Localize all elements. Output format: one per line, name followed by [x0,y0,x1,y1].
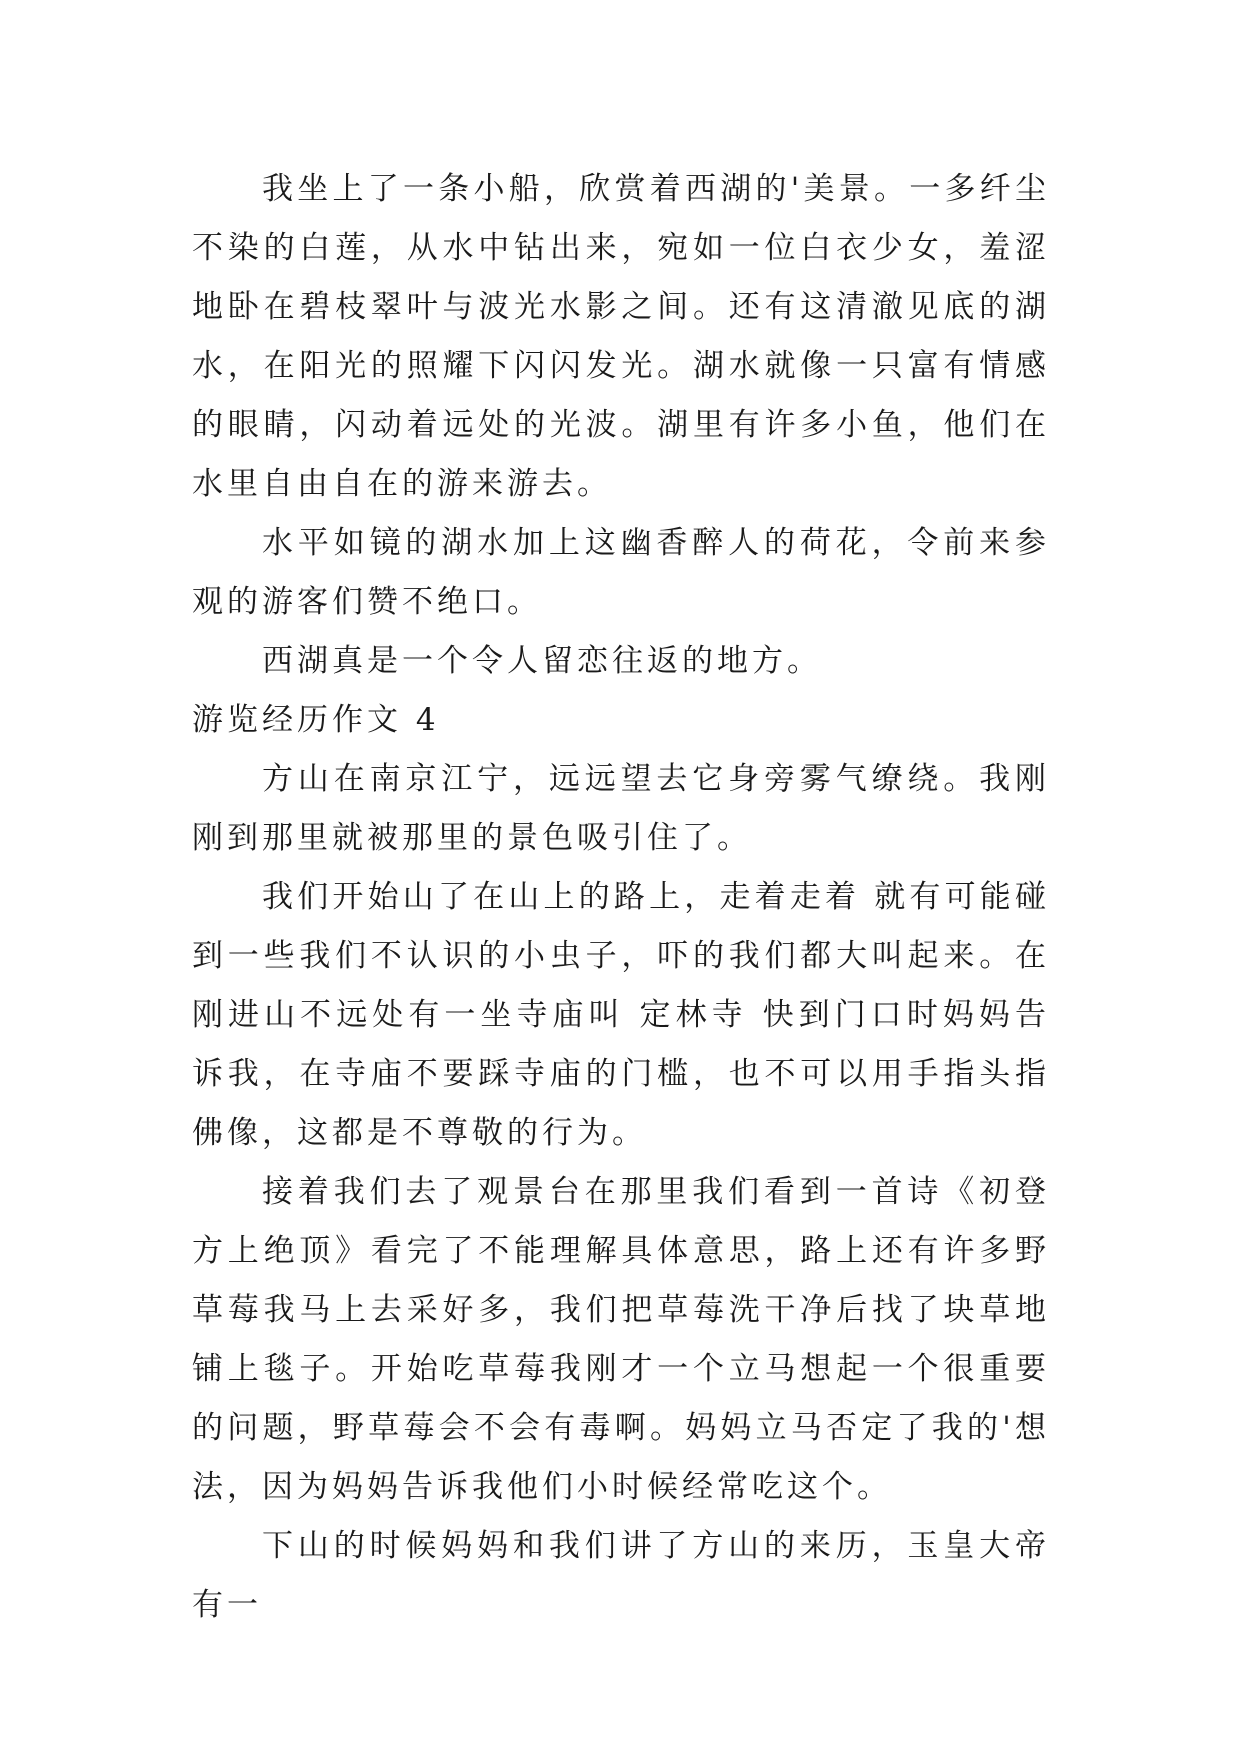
paragraph: 下山的时候妈妈和我们讲了方山的来历，玉皇大帝有一 [192,1528,1050,1623]
paragraph: 我坐上了一条小船，欣赏着西湖的'美景。一多纤尘不染的白莲，从水中钻出来，宛如一位白衣少女，羞涩地卧在碧枝翠叶与波光水影之间。还有这清澈见底的湖水，在阳光的照耀下闪闪发光。湖水就像一只富有情感的眼睛，闪动着远处的光波。湖里有许多小鱼，他们在水里自由自在的游来游去。 [192,171,1050,502]
paragraph: 我们开始山了在山上的路上，走着走着 就有可能碰到一些我们不认识的小虫子，吓的我们都大叫起来。在刚进山不远处有一坐寺庙叫 定林寺 快到门口时妈妈告诉我，在寺庙不要踩寺庙的门槛，也不可以用手指头指佛像，这都是不尊敬的行为。 [192,879,1050,1151]
paragraph: 方山在南京江宁，远远望去它身旁雾气缭绕。我刚刚到那里就被那里的景色吸引住了。 [192,761,1050,856]
document-body [192,160,1050,1635]
paragraph: 水平如镜的湖水加上这幽香醉人的荷花，令前来参观的游客们赞不绝口。 [192,525,1050,620]
paragraph: 接着我们去了观景台在那里我们看到一首诗《初登方上绝顶》看完了不能理解具体意思，路上还有许多野草莓我马上去采好多，我们把草莓洗干净后找了块草地铺上毯子。开始吃草莓我刚才一个立马想起一个很重要的问题，野草莓会不会有毒啊。妈妈立马否定了我的'想法，因为妈妈告诉我他们小时候经常吃这个。 [192,1174,1050,1505]
section-title: 游览经历作文 4 [192,702,440,738]
paragraph: 西湖真是一个令人留恋往返的地方。 [262,643,822,679]
